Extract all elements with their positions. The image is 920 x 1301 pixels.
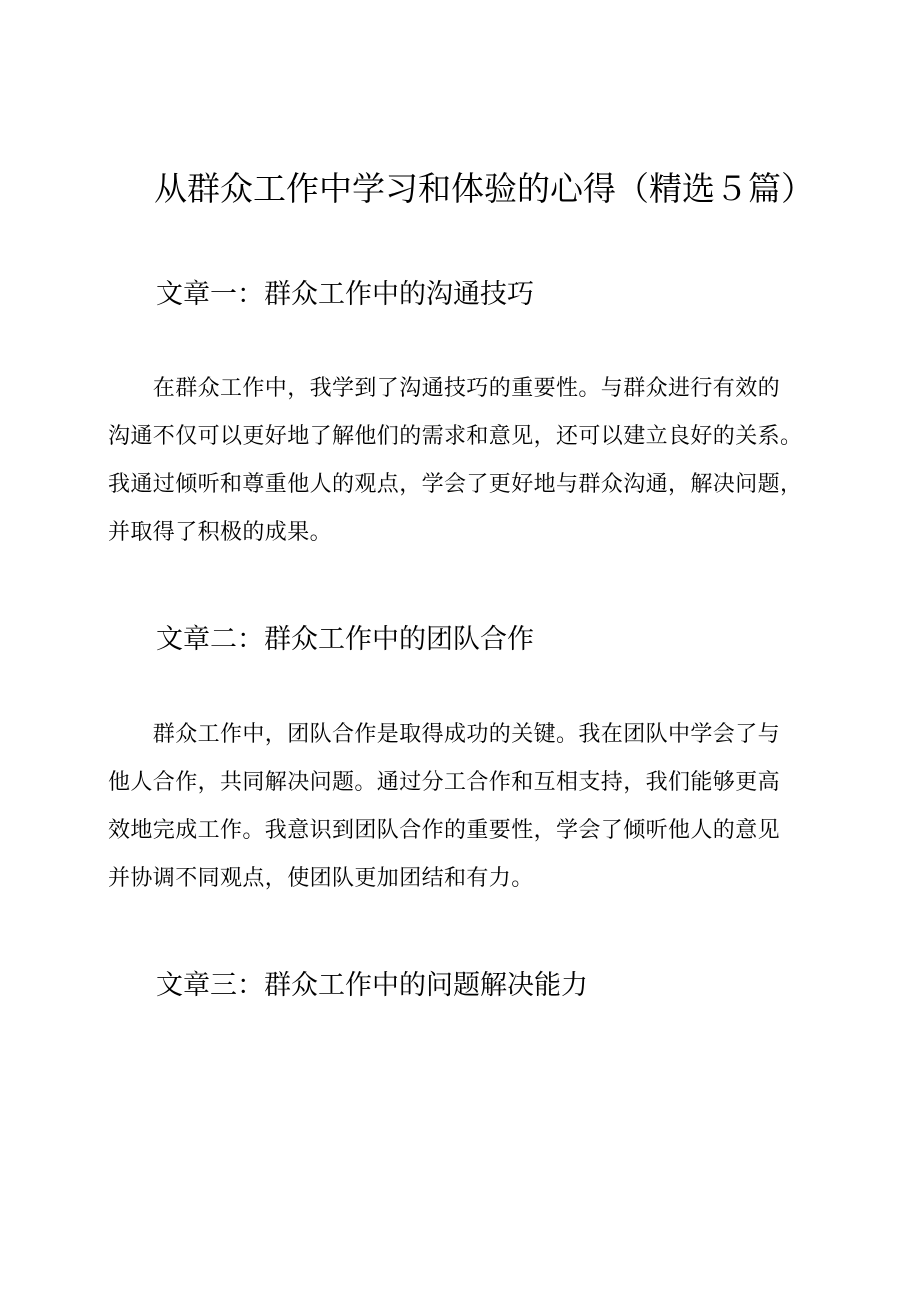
section-heading-3: 文章三：群众工作中的问题解决能力 [156, 970, 588, 1001]
paragraph-line: 沟通不仅可以更好地了解他们的需求和意见，还可以建立良好的关系。 [108, 424, 803, 449]
paragraph-line: 群众工作中，团队合作是取得成功的关键。我在团队中学会了与 [108, 722, 781, 747]
section-paragraph-2 [108, 711, 812, 903]
section-paragraph-1 [108, 365, 812, 557]
paragraph-line: 他人合作，共同解决问题。通过分工合作和互相支持，我们能够更高 [108, 770, 781, 795]
paragraph-line: 我通过倾听和尊重他人的观点，学会了更好地与群众沟通，解决问题， [108, 472, 803, 497]
paragraph-line: 在群众工作中，我学到了沟通技巧的重要性。与群众进行有效的 [108, 376, 781, 401]
paragraph-line: 效地完成工作。我意识到团队合作的重要性，学会了倾听他人的意见 [108, 818, 781, 843]
section-heading-2: 文章二：群众工作中的团队合作 [156, 624, 534, 655]
document-title: 从群众工作中学习和体验的心得（精选５篇） [154, 169, 814, 208]
paragraph-line: 并取得了积极的成果。 [108, 520, 333, 545]
paragraph-line: 并协调不同观点，使团队更加团结和有力。 [108, 866, 534, 891]
section-heading-1: 文章一：群众工作中的沟通技巧 [156, 279, 534, 310]
